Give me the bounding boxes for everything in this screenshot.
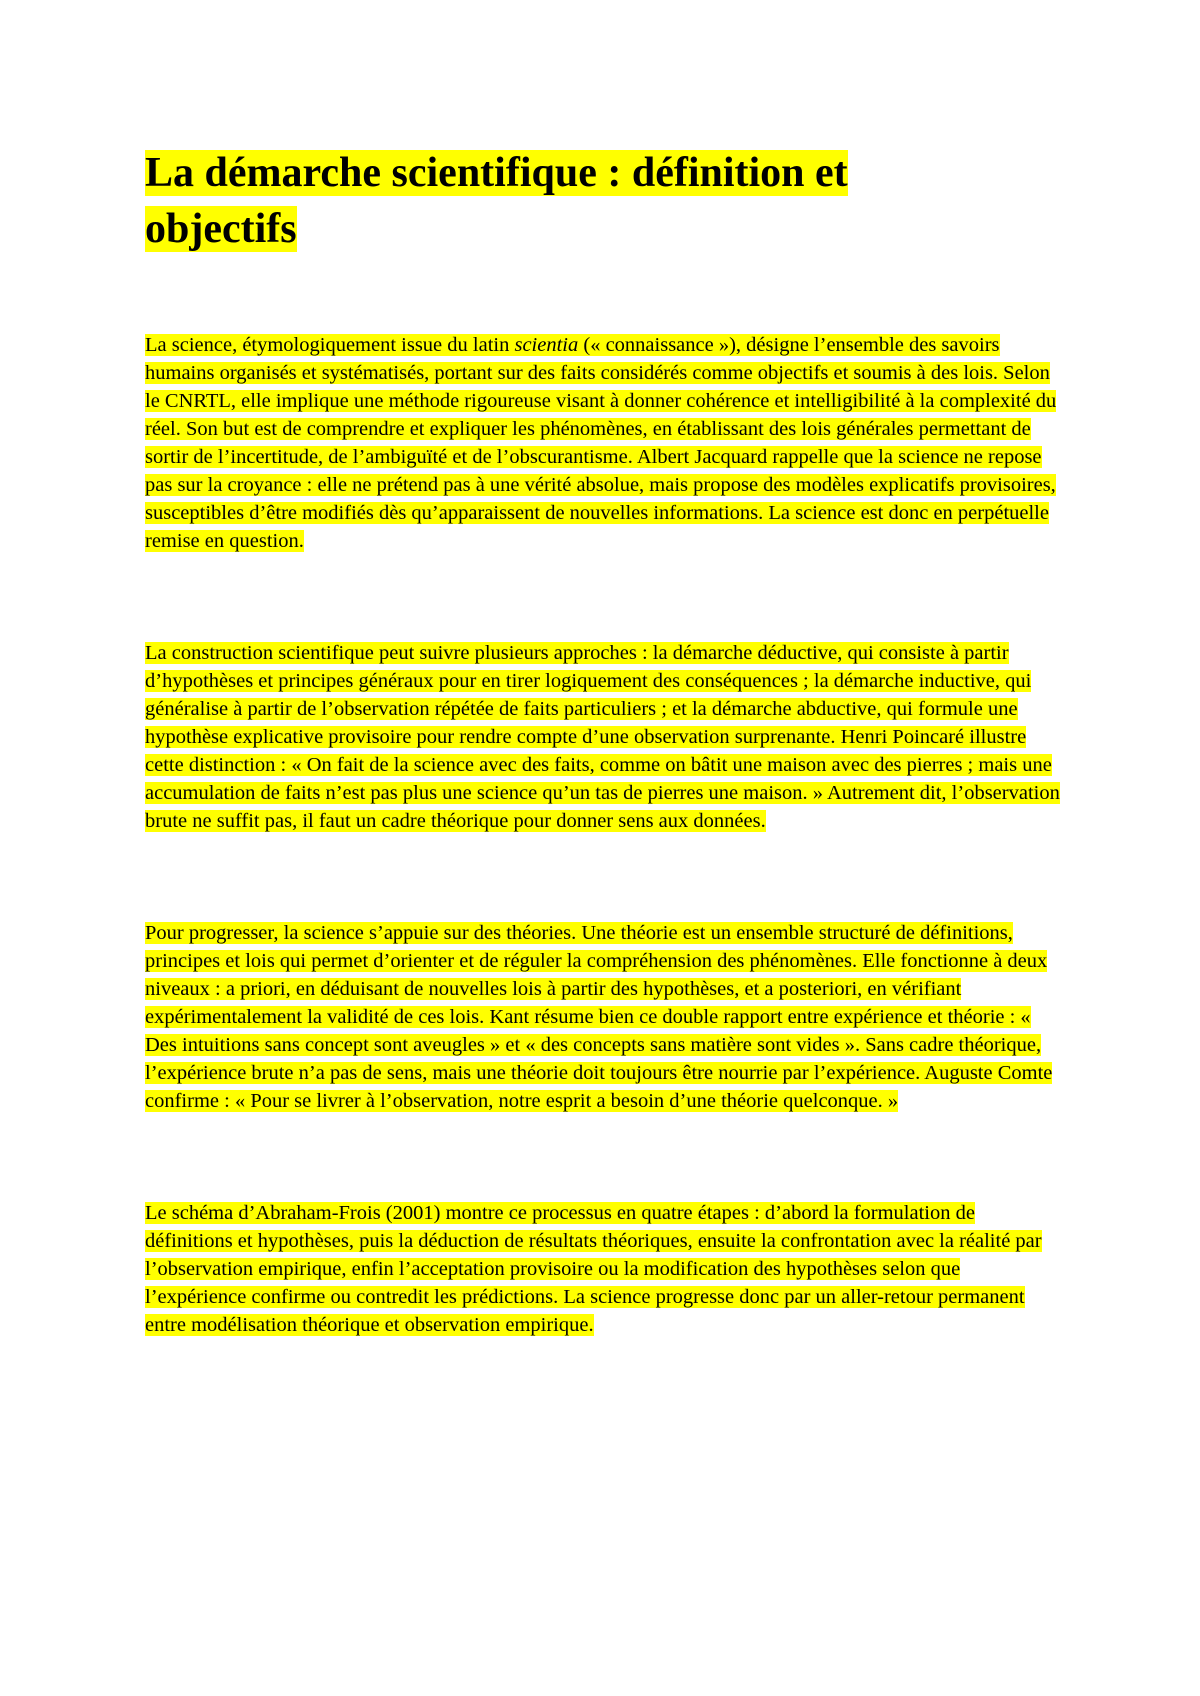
- document-title: [145, 145, 965, 257]
- paragraph-highlight: [145, 334, 1056, 552]
- paragraph-highlight: Le schéma d’Abraham-Frois (2001) montre ce processus en quatre étapes : d’abord la formulation de définitions et hypothèses, puis la déduction de résultats théoriques, ensuite la confrontation avec la réalité par l’observation empirique, enfin l’acceptation provisoire ou la modification des hypothèses selon que l’expérience confirme ou contredit les prédictions. La science progresse donc par un aller-retour permanent entre modélisation théorique et observation empirique.: [145, 1202, 1042, 1336]
- paragraph-schema: [145, 1199, 1065, 1339]
- latin-term: scientia: [514, 334, 579, 356]
- paragraph-highlight: La construction scientifique peut suivre plusieurs approches : la démarche déductive, qui consiste à partir d’hypothèses et principes généraux pour en tirer logiquement des conséquences ; la démarche inductive, qui généralise à partir de l’observation répétée de faits particuliers ; et la démarche abductive, qui formule une hypothèse explicative provisoire pour rendre compte d’une observation surprenante. Henri Poincaré illustre cette distinction : « On fait de la science avec des faits, comme on bâtit une maison avec des pierres ; mais une accumulation de faits n’est pas plus une science qu’un tas de pierres une maison. » Autrement dit, l’observation brute ne suffit pas, il faut un cadre théorique pour donner sens aux données.: [145, 642, 1060, 832]
- paragraph-highlight: Pour progresser, la science s’appuie sur des théories. Une théorie est un ensemble structuré de définitions, principes et lois qui permet d’orienter et de réguler la compréhension des phénomènes. Elle fonctionne à deux niveaux : a priori, en déduisant de nouvelles lois à partir des hypothèses, et a posteriori, en vérifiant expérimentalement la validité de ces lois. Kant résume bien ce double rapport entre expérience et théorie : « Des intuitions sans concept sont aveugles » et « des concepts sans matière sont vides ». Sans cadre théorique, l’expérience brute n’a pas de sens, mais une théorie doit toujours être nourrie par l’expérience. Auguste Comte confirme : « Pour se livrer à l’observation, notre esprit a besoin d’une théorie quelconque. »: [145, 922, 1053, 1112]
- document-page: [145, 145, 1065, 1339]
- paragraph-approaches: [145, 639, 1065, 835]
- paragraph-definition: [145, 331, 1065, 555]
- paragraph-text-end: (« connaissance »), désigne l’ensemble des savoirs humains organisés et systématisés, portant sur des faits considérés comme objectifs et soumis à des lois. Selon le CNRTL, elle implique une méthode rigoureuse visant à donner cohérence et intelligibilité à la complexité du réel. Son but est de comprendre et expliquer les phénomènes, en établissant des lois générales permettant de sortir de l’incertitude, de l’ambiguïté et de l’obscurantisme. Albert Jacquard rappelle que la science ne repose pas sur la croyance : elle ne prétend pas à une vérité absolue, mais propose des modèles explicatifs provisoires, susceptibles d’être modifiés dès qu’apparaissent de nouvelles informations. La science est donc en perpétuelle remise en question.: [145, 334, 1057, 552]
- paragraph-text-start: La science, étymologiquement issue du latin: [145, 334, 515, 356]
- paragraph-theories: [145, 919, 1065, 1115]
- title-highlight: La démarche scientifique : définition et objectifs: [145, 150, 848, 252]
